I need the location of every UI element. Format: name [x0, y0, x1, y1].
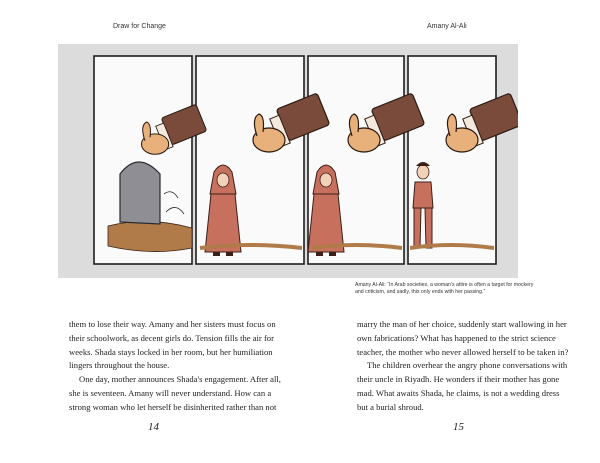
running-header-right: Amany Al-Ali: [427, 23, 467, 30]
paragraph: One day, mother announces Shada's engagement. After all, she is seventeen. Amany will never understand. How can a strong woman who let herself be disinherited rather than not: [69, 374, 281, 412]
comic-strip-illustration: [58, 44, 518, 278]
right-column: [357, 318, 569, 415]
running-header-left: Draw for Change: [113, 23, 166, 30]
left-column: [69, 318, 281, 415]
page-number-left: 14: [148, 421, 159, 433]
paragraph: them to lose their way. Amany and her sisters must focus on their schoolwork, as decent girls do. Tension fills the air for weeks. Shada stays locked in her room, but her humiliation lingers throughout the house.: [69, 319, 276, 371]
illustration-caption: Amany Al-Ali: “In Arab societies, a woman's attire is often a target for mockery and criticism, and sadly, this only ends with her passing.”: [355, 282, 534, 295]
page-number-right: 15: [453, 421, 464, 433]
paragraph: The children overhear the angry phone conversations with their uncle in Riyadh. He wonders if their mother has gone mad. What awaits Shada, he claims, is not a wedding dress but a burial shroud.: [357, 360, 568, 412]
paragraph: marry the man of her choice, suddenly start wallowing in her own fabrications? What has happened to the strict science teacher, the mother who never allowed herself to be taken in?: [357, 319, 569, 357]
